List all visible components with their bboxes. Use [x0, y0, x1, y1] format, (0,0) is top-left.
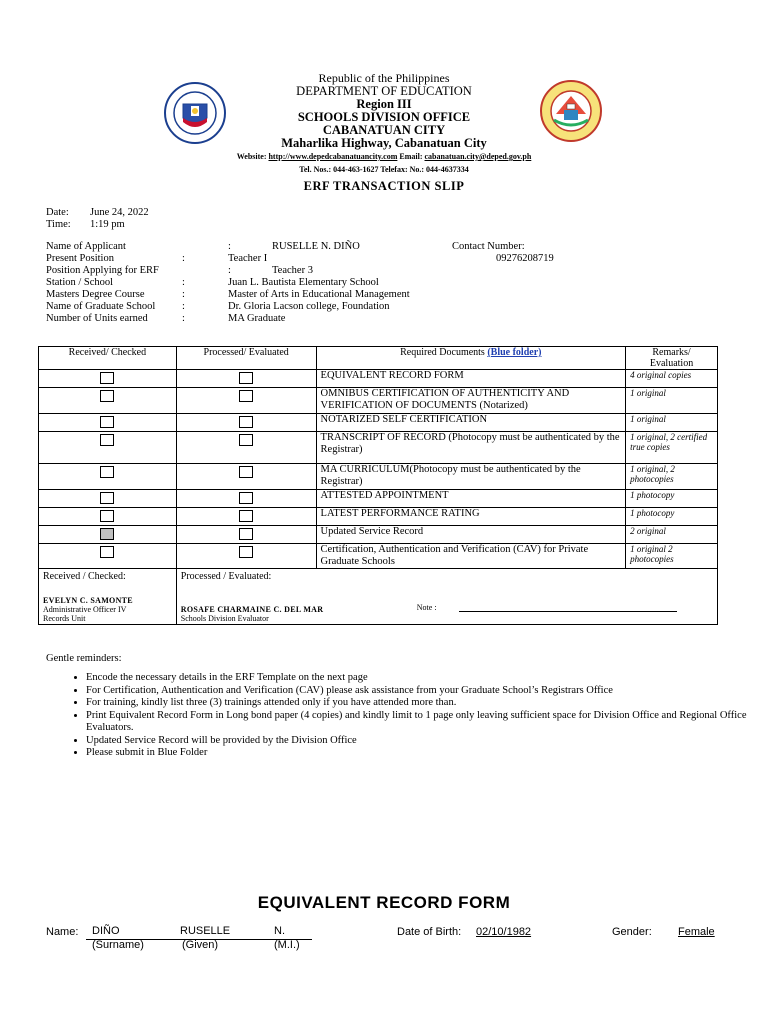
- received-signatory-name: EVELYN C. SAMONTE: [43, 596, 133, 605]
- station-label: Station / School: [46, 277, 114, 288]
- gender-value[interactable]: Female: [678, 926, 715, 938]
- received-signatory-unit: Records Unit: [43, 614, 86, 623]
- document-remark: 1 original: [626, 388, 718, 414]
- table-row: [39, 508, 718, 526]
- tel-line: Tel. Nos.: 044-463-1627 Telefax: No.: 044-4637334: [299, 165, 469, 174]
- republic-line: Republic of the Philippines: [318, 71, 450, 85]
- erf-title: EQUIVALENT RECORD FORM: [257, 893, 511, 912]
- document-remark: 1 photocopy: [626, 508, 718, 526]
- city-line: CABANATUAN CITY: [322, 123, 446, 137]
- table-row: [39, 370, 718, 388]
- processed-checkbox[interactable]: [239, 546, 253, 558]
- document-remark: 1 photocopy: [626, 490, 718, 508]
- colon: :: [182, 313, 185, 324]
- processed-signature-block: [176, 569, 717, 625]
- colon: :: [228, 241, 231, 252]
- email-label: Email:: [399, 152, 423, 161]
- applicant-value: RUSELLE N. DIÑO: [272, 241, 360, 252]
- letterhead: [0, 72, 768, 176]
- col-processed-header: Processed/ Evaluated: [176, 347, 316, 370]
- table-row: [39, 490, 718, 508]
- colon: :: [182, 289, 185, 300]
- name-label: Name:: [46, 926, 79, 938]
- received-checkbox[interactable]: [100, 416, 114, 428]
- processed-signatory-name: ROSAFE CHARMAINE C. DEL MAR: [180, 605, 324, 614]
- gender-label: Gender:: [612, 926, 652, 938]
- table-row: [39, 544, 718, 569]
- received-checkbox[interactable]: [100, 372, 114, 384]
- required-docs-label: Required Documents: [400, 347, 485, 358]
- document-remark: 4 original copies: [626, 370, 718, 388]
- received-checked-label: Received / Checked:: [43, 571, 126, 582]
- list-item: • Print Equivalent Record Form in Long bond paper (4 copies) and kindly limit to 1 page only leaving sufficient space for Division Office and Regional Office Evaluators.: [86, 710, 766, 735]
- grad-school-value: Dr. Gloria Lacson college, Foundation: [228, 301, 390, 312]
- table-row: [39, 414, 718, 432]
- given-value: RUSELLE: [180, 925, 231, 937]
- contact-value: 09276208719: [496, 253, 554, 264]
- time-value: 1:19 pm: [90, 219, 125, 230]
- document-name: TRANSCRIPT OF RECORD (Photocopy must be authenticated by the Registrar): [316, 432, 626, 464]
- processed-checkbox[interactable]: [239, 434, 253, 446]
- dob-value[interactable]: 02/10/1982: [476, 926, 532, 938]
- mi-caption: (M.I.): [274, 939, 300, 951]
- processed-checkbox[interactable]: [239, 510, 253, 522]
- email-link[interactable]: cabanatuan.city@deped.gov.ph: [424, 152, 532, 161]
- document-remark: 1 original 2 photocopies: [626, 544, 718, 569]
- received-checkbox[interactable]: [100, 510, 114, 522]
- region-line: Region III: [356, 97, 412, 111]
- list-item: • For training, kindly list three (3) trainings attended only if you have attended more than.: [86, 697, 766, 710]
- department-line: DEPARTMENT OF EDUCATION: [296, 84, 472, 98]
- units-value: MA Graduate: [228, 313, 286, 324]
- units-label: Number of Units earned: [46, 313, 148, 324]
- applicant-label: Name of Applicant: [46, 241, 126, 252]
- received-signatory-title: Administrative Officer IV: [43, 605, 127, 614]
- list-item: • Encode the necessary details in the ERF Template on the next page: [86, 672, 766, 685]
- blue-folder-link: (Blue folder): [487, 347, 542, 358]
- time-label: Time:: [46, 219, 71, 230]
- document-remark: 1 original: [626, 414, 718, 432]
- col-remarks-header: Remarks/ Evaluation: [626, 347, 718, 370]
- colon: :: [182, 277, 185, 288]
- applying-position-label: Position Applying for ERF: [46, 265, 159, 276]
- mi-value: N.: [274, 925, 285, 937]
- processed-checkbox[interactable]: [239, 372, 253, 384]
- table-row: [39, 388, 718, 414]
- website-label: Website:: [236, 152, 267, 161]
- colon: :: [228, 265, 231, 276]
- grad-school-label: Name of Graduate School: [46, 301, 156, 312]
- document-name: NOTARIZED SELF CERTIFICATION: [316, 414, 626, 432]
- list-item: • Updated Service Record will be provided by the Division Office: [86, 735, 766, 748]
- dob-label: Date of Birth:: [397, 926, 462, 938]
- received-signature-block: [39, 569, 177, 625]
- received-checkbox[interactable]: [100, 434, 114, 446]
- document-name: LATEST PERFORMANCE RATING: [316, 508, 626, 526]
- date-label: Date:: [46, 207, 69, 218]
- contact-line: [0, 150, 768, 163]
- received-checkbox[interactable]: [100, 546, 114, 558]
- note-label: Note :: [416, 603, 437, 612]
- processed-checkbox[interactable]: [239, 492, 253, 504]
- table-row: [39, 464, 718, 490]
- reminders-list: [46, 672, 766, 760]
- document-name: Certification, Authentication and Verification (CAV) for Private Graduate Schools: [316, 544, 626, 569]
- processed-checkbox[interactable]: [239, 466, 253, 478]
- contact-label: Contact Number:: [452, 241, 525, 252]
- processed-checkbox[interactable]: [239, 416, 253, 428]
- website-link[interactable]: http://www.depedcabanatuancity.com: [268, 152, 398, 161]
- office-line: SCHOOLS DIVISION OFFICE: [297, 110, 471, 124]
- processed-signatory-title: Schools Division Evaluator: [180, 614, 269, 623]
- signature-row: [39, 569, 718, 625]
- present-position-value: Teacher I: [228, 253, 268, 264]
- received-checkbox[interactable]: [100, 466, 114, 478]
- document-remark: 2 original: [626, 526, 718, 544]
- surname-value: DIÑO: [92, 925, 120, 937]
- reminders-heading: Gentle reminders:: [46, 653, 122, 664]
- document-name: EQUIVALENT RECORD FORM: [316, 370, 626, 388]
- col-received-header: Received/ Checked: [39, 347, 177, 370]
- applying-position-value: Teacher 3: [272, 265, 313, 276]
- received-checkbox[interactable]: [100, 528, 114, 540]
- list-item: • Please submit in Blue Folder: [86, 747, 766, 760]
- list-item: • For Certification, Authentication and Verification (CAV) please ask assistance from your Graduate School’s Registrars Office: [86, 685, 766, 698]
- note-line[interactable]: [459, 611, 677, 612]
- documents-table: [38, 346, 718, 625]
- date-value: June 24, 2022: [90, 207, 149, 218]
- address-line: Maharlika Highway, Cabanatuan City: [281, 136, 487, 150]
- station-value: Juan L. Bautista Elementary School: [228, 277, 379, 288]
- slip-title: ERF TRANSACTION SLIP: [303, 179, 465, 193]
- processed-checkbox[interactable]: [239, 528, 253, 540]
- document-name: ATTESTED APPOINTMENT: [316, 490, 626, 508]
- received-checkbox[interactable]: [100, 492, 114, 504]
- table-row: [39, 526, 718, 544]
- document-name: Updated Service Record: [316, 526, 626, 544]
- processed-evaluated-label: Processed / Evaluated:: [180, 571, 272, 582]
- document-remark: 1 original, 2 photocopies: [626, 464, 718, 490]
- received-checkbox[interactable]: [100, 390, 114, 402]
- given-caption: (Given): [182, 939, 219, 951]
- surname-caption: (Surname): [92, 939, 144, 951]
- document-name: OMNIBUS CERTIFICATION OF AUTHENTICITY AND VERIFICATION OF DOCUMENTS (Notarized): [316, 388, 626, 414]
- present-position-label: Present Position: [46, 253, 114, 264]
- processed-checkbox[interactable]: [239, 390, 253, 402]
- masters-label: Masters Degree Course: [46, 289, 145, 300]
- colon: :: [182, 253, 185, 264]
- table-row: [39, 432, 718, 464]
- document-name: MA CURRICULUM(Photocopy must be authenticated by the Registrar): [316, 464, 626, 490]
- col-required-header: [316, 347, 626, 370]
- masters-value: Master of Arts in Educational Management: [228, 289, 410, 300]
- colon: :: [182, 301, 185, 312]
- document-remark: 1 original, 2 certified true copies: [626, 432, 718, 464]
